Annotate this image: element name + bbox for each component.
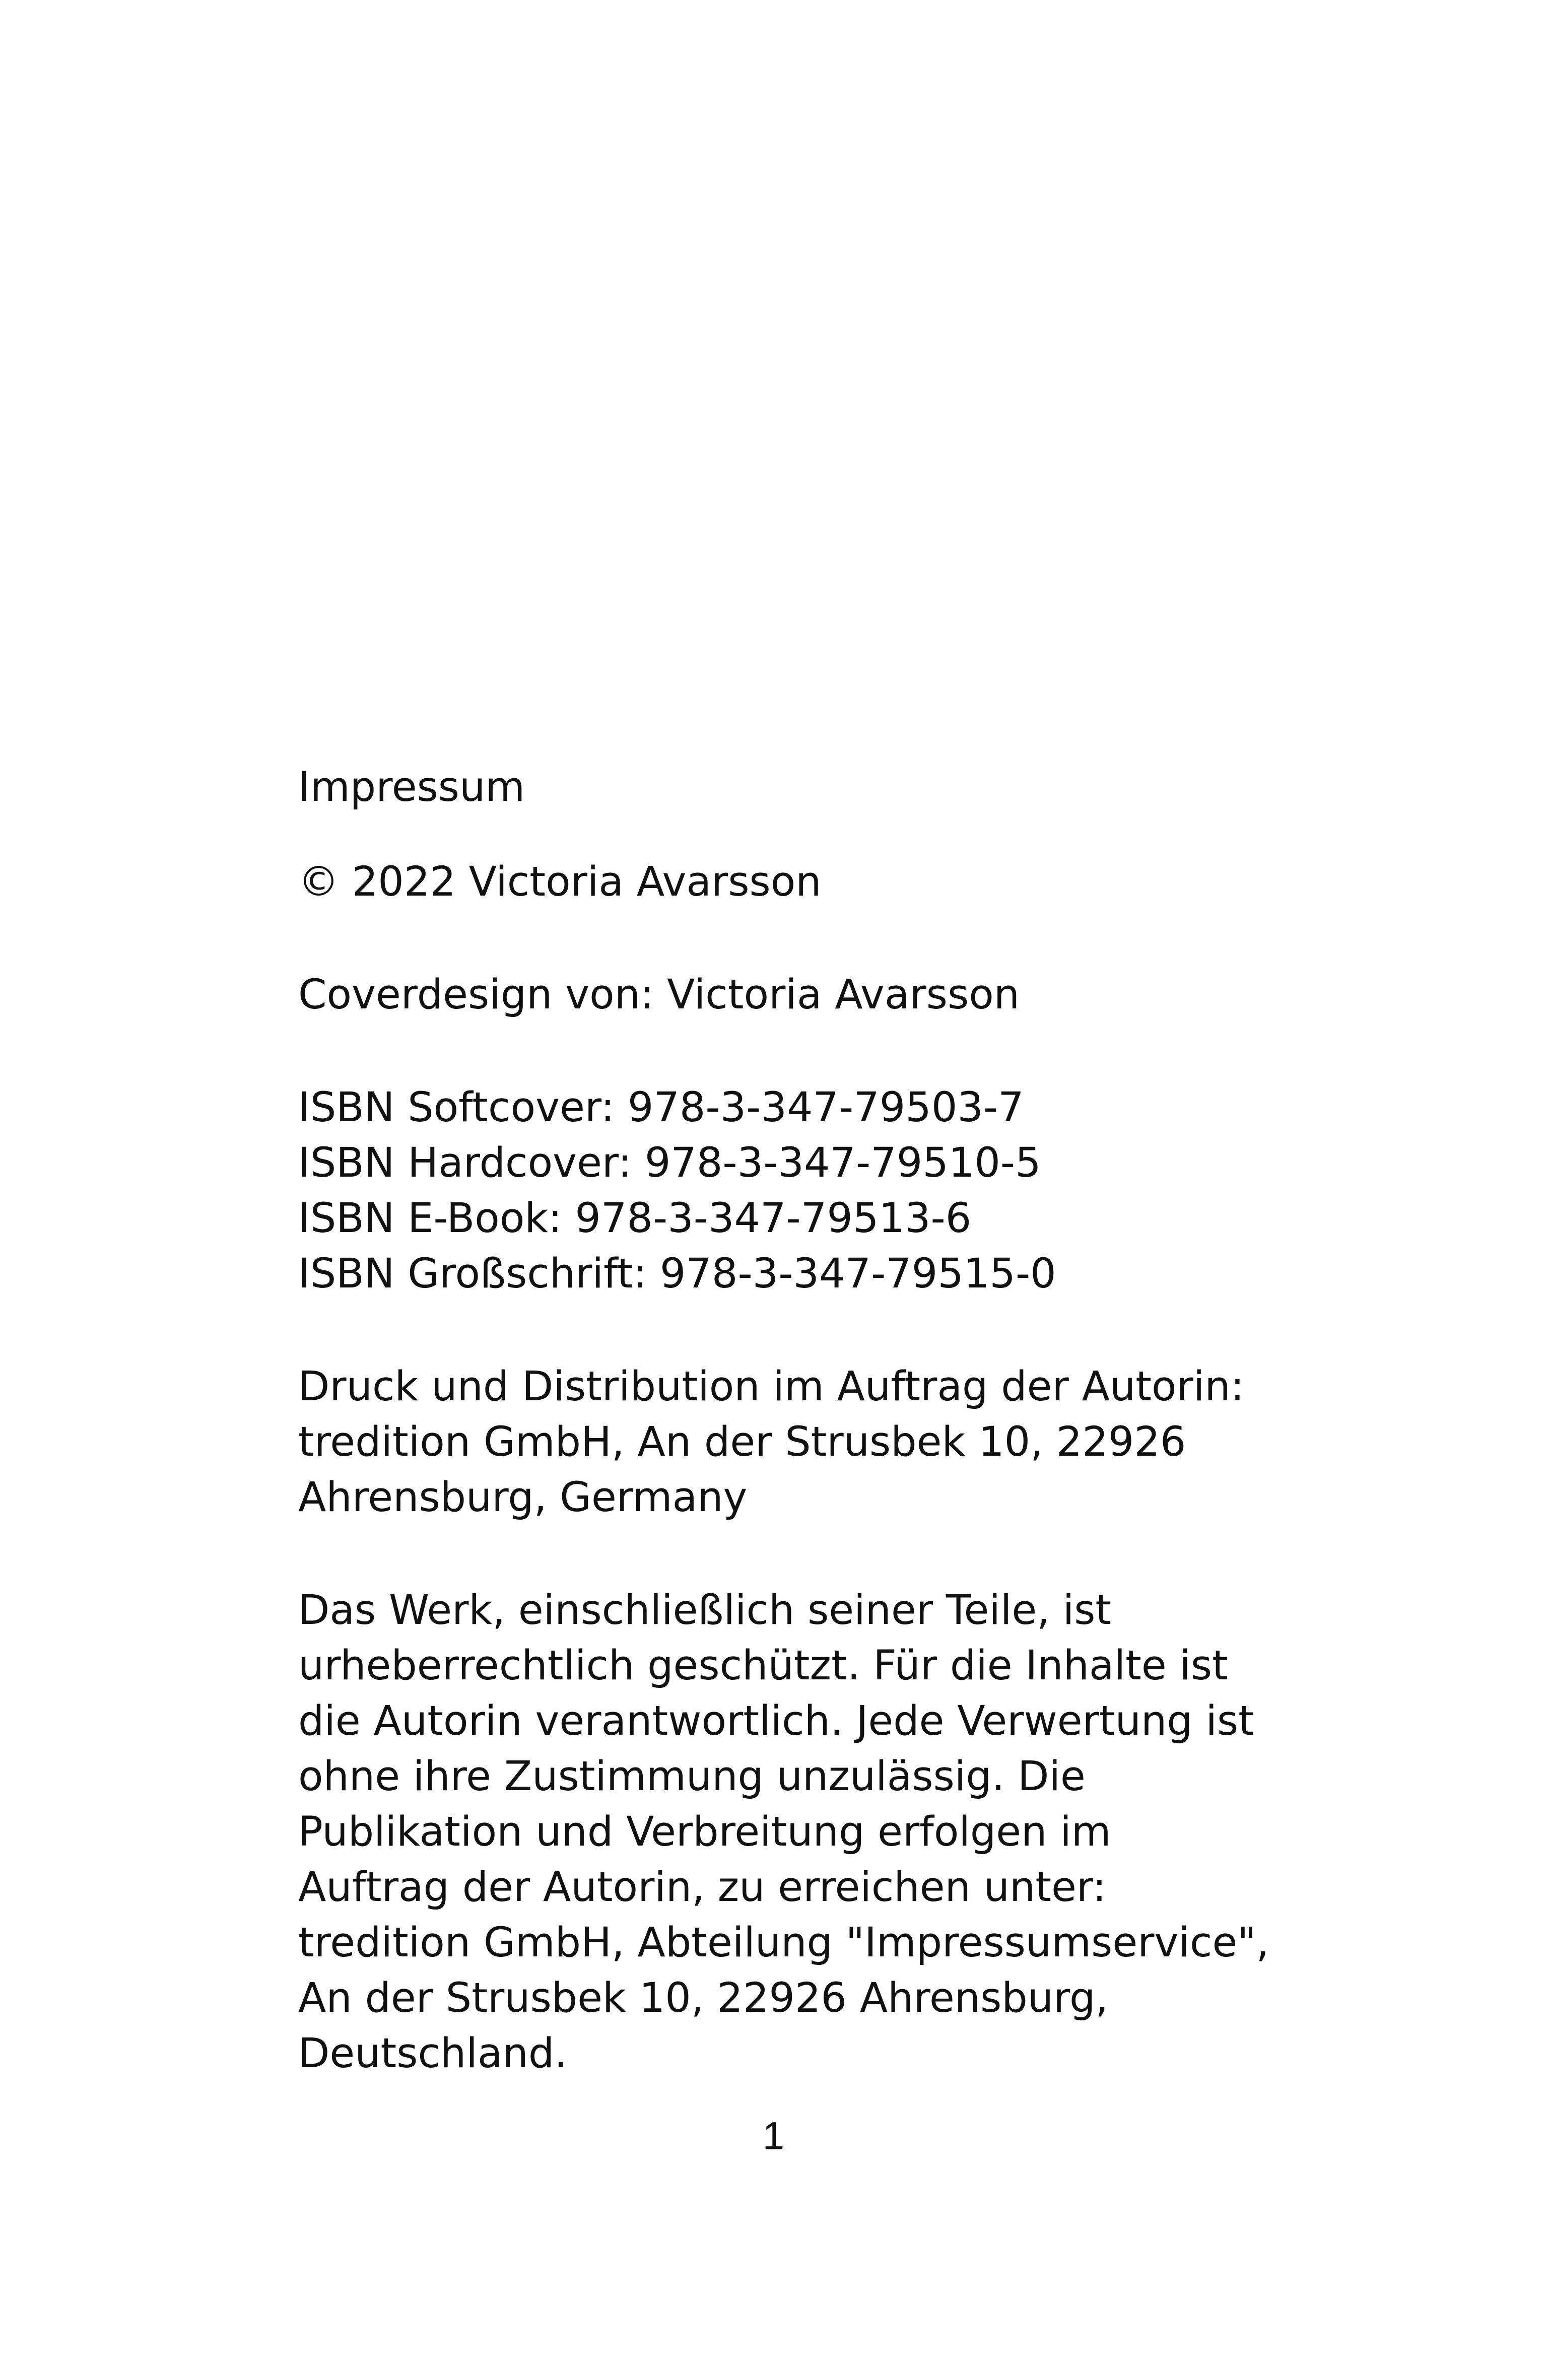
imprint-section <box>298 760 1296 2081</box>
rights-line: Deutschland. <box>298 2030 568 2077</box>
isbn-softcover: ISBN Softcover: 978-3-347-79503-7 <box>298 1084 1024 1131</box>
rights-line: ohne ihre Zustimmung unzulässig. Die <box>298 1753 1086 1800</box>
rights-block <box>298 1583 1296 2081</box>
isbn-block <box>298 1080 1296 1302</box>
rights-line: die Autorin verantwortlich. Jede Verwertung ist <box>298 1697 1254 1745</box>
cover-design-line: Coverdesign von: Victoria Avarsson <box>298 971 1020 1018</box>
printing-block <box>298 1359 1296 1525</box>
cover-design-block <box>298 967 1296 1023</box>
isbn-large-print: ISBN Großschrift: 978-3-347-79515-0 <box>298 1250 1056 1298</box>
rights-line: Auftrag der Autorin, zu erreichen unter: <box>298 1864 1107 1911</box>
printing-line: tredition GmbH, An der Strusbek 10, 22926 <box>298 1418 1186 1466</box>
printing-line: Ahrensburg, Germany <box>298 1474 748 1521</box>
rights-line: urheberrechtlich geschützt. Für die Inhalte ist <box>298 1642 1228 1689</box>
isbn-hardcover: ISBN Hardcover: 978-3-347-79510-5 <box>298 1139 1041 1187</box>
copyright-line: © 2022 Victoria Avarsson <box>298 858 822 906</box>
isbn-ebook: ISBN E-Book: 978-3-347-79513-6 <box>298 1195 972 1242</box>
rights-line: Das Werk, einschließlich seiner Teile, ist <box>298 1587 1112 1634</box>
rights-line: tredition GmbH, Abteilung "Impressumservice", <box>298 1919 1269 1966</box>
printing-line: Druck und Distribution im Auftrag der Autorin: <box>298 1363 1244 1410</box>
imprint-heading: Impressum <box>298 764 525 811</box>
page-number: 1 <box>762 2114 785 2158</box>
rights-line: An der Strusbek 10, 22926 Ahrensburg, <box>298 1975 1109 2022</box>
rights-line: Publikation und Verbreitung erfolgen im <box>298 1808 1111 1856</box>
